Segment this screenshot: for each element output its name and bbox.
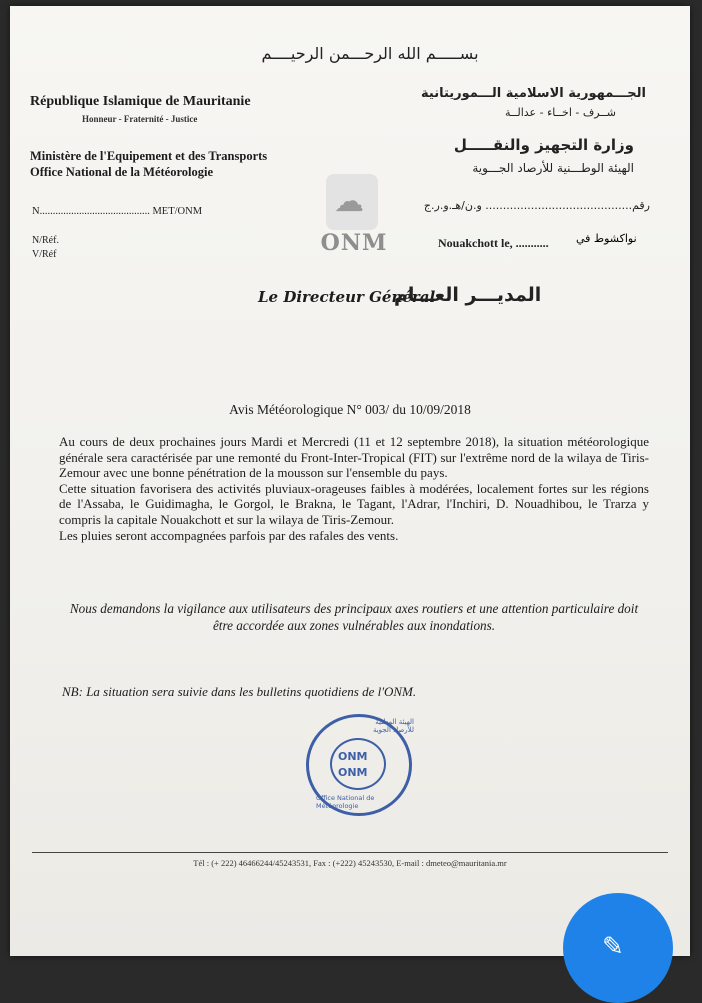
republic-name-fr: République Islamique de Mauritanie (30, 94, 251, 109)
notice-paragraph: Les pluies seront accompagnées parfois par des rafales des vents. (59, 527, 399, 543)
footer-contact: Tél : (+ 222) 46466244/45243531, Fax : (+222) 45243530, E-mail : dmeteo@mauritania.mr (193, 858, 507, 868)
official-stamp (306, 714, 414, 814)
footer-divider (32, 852, 668, 853)
motto-fr: Honneur - Fraternité - Justice (82, 114, 198, 124)
republic-name-ar: الجـــمهورية الاسلامية الـــموريتانية (421, 86, 646, 101)
director-title-fr: Le Directeur Général (258, 288, 436, 306)
stamp-inner-ring (330, 738, 386, 790)
pencil-icon[interactable]: ✎ (602, 932, 624, 961)
notice-body (59, 434, 649, 543)
stamp-text-2: ONM (338, 766, 368, 779)
bismillah-heading: بســـــم الله الرحـــمن الرحيــــم (261, 44, 479, 63)
nb-note: NB: La situation sera suivie dans les bulletins quotidiens de l'ONM. (62, 684, 417, 699)
logo-text: ONM (320, 230, 388, 256)
ministry-name-fr: Ministère de l'Equipement et des Transports (30, 149, 268, 163)
reference-number-fr: N.......................................... MET/ONM (32, 206, 203, 217)
reference-number-ar: رقم.......................................... و.ن/هـ.و.ر.ج (423, 199, 650, 212)
onm-logo (310, 164, 392, 260)
director-title-ar: المديـــر العـــام (394, 284, 542, 306)
ministry-name-ar: وزارة التجهيز والنقـــــل (453, 136, 634, 154)
place-date-ar: نواكشوط في (576, 232, 637, 245)
reference-block (32, 234, 59, 262)
stamp-text-1: ONM (338, 750, 368, 763)
ministry-block-fr (30, 148, 267, 180)
notice-paragraph: Cette situation favorisera des activités pluviaux-orageuses faibles à modérées, localement fortes sur les régions de l'Assaba, le Guidimagha, le Gorgol, le Brakna, le Tagant, l'Adrar, l'Inchiri, D. Nouadhibou, le Trarza y compris la capitale Nouakchott et sur la wilaya de Tiris-Zemour. (59, 480, 649, 527)
our-reference: N/Réf. (32, 235, 59, 246)
vigilance-notice: Nous demandons la vigilance aux utilisateurs des principaux axes routiers et une attention particulaire doit être accordée aux zones vulnérables aux inondations. (69, 601, 639, 633)
cloud-icon: ☁ (334, 185, 364, 218)
document-page (10, 6, 690, 956)
office-name-fr: Office National de la Météorologie (30, 165, 214, 179)
motto-ar: شــرف - اخــاء - عدالــة (505, 106, 616, 119)
office-name-ar: الهيئة الوطـــنية للأرصاد الجـــوية (472, 161, 634, 175)
notice-title: Avis Météorologique N° 003/ du 10/09/2018 (229, 402, 471, 417)
notice-paragraph: Au cours de deux prochaines jours Mardi et Mercredi (11 et 12 septembre 2018), la situation météorologique générale sera caractérisée par une remonté du Front-Inter-Tropical (FIT) sur l'extrême nord de la wilaya de Tiris-Zemour avec une bonne pénétration de la mousson sur l'ensemble du pays. (59, 434, 649, 481)
stamp-ring-text-fr: Office National de Météorologie (316, 794, 375, 810)
place-date: Nouakchott le, ........... (438, 236, 549, 250)
your-reference: V/Réf (32, 249, 57, 260)
stamp-ring-text-ar: الهيئة الوطنية للأرصاد الجوية (372, 718, 414, 734)
